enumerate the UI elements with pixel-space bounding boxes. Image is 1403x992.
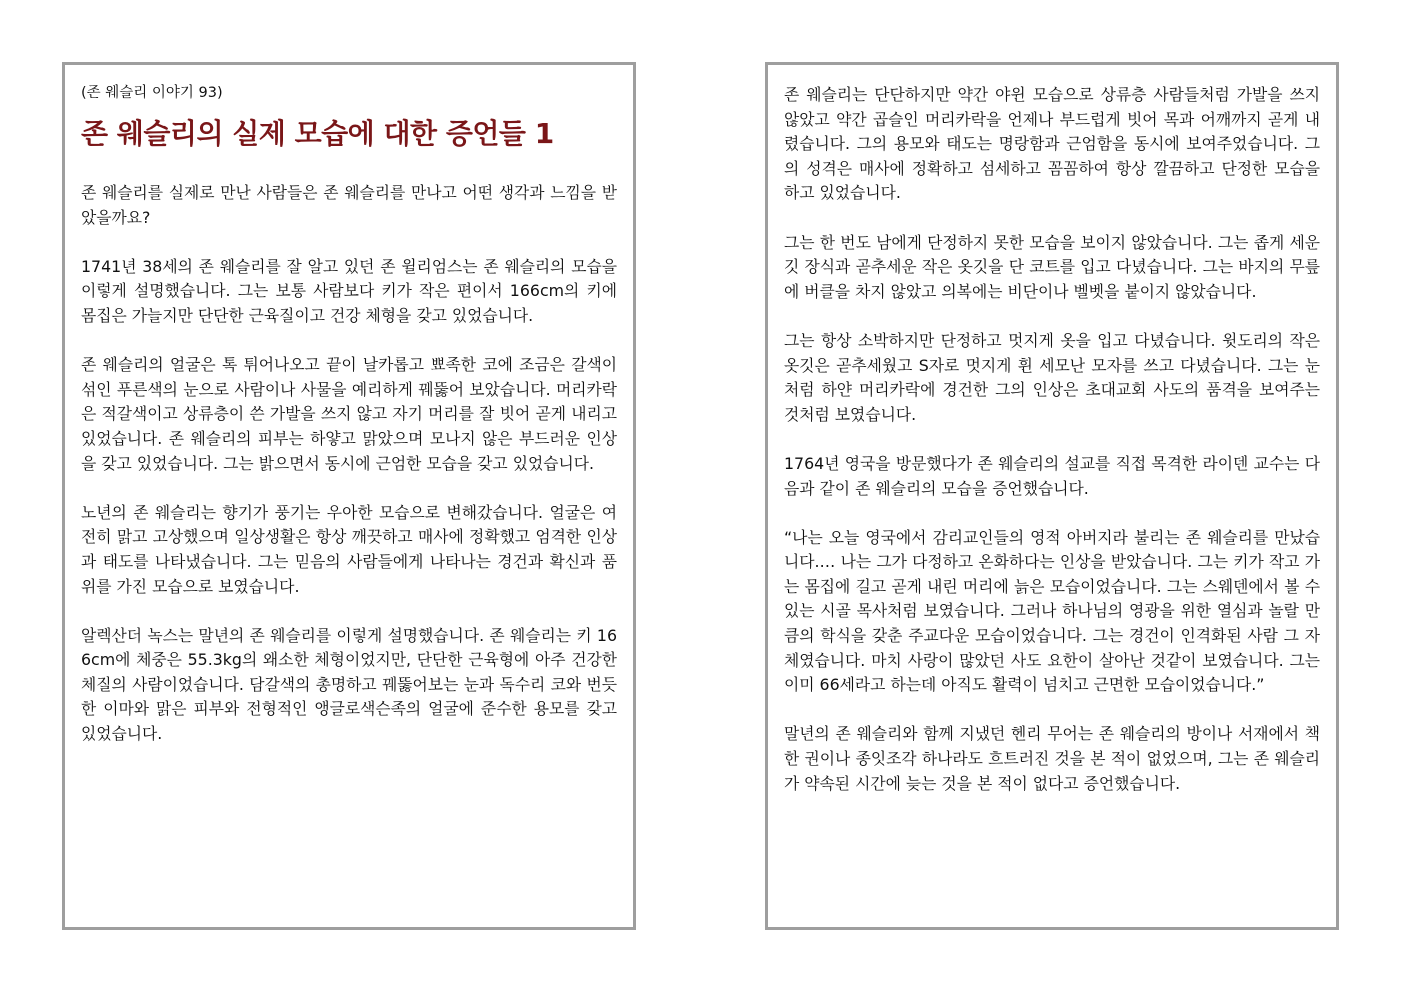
- paragraph: 그는 한 번도 남에게 단정하지 못한 모습을 보이지 않았습니다. 그는 좁게 세운 깃 장식과 곧추세운 작은 옷깃을 단 코트를 입고 다녔습니다. 그는 바지의 무릎에 버클을 차지 않았고 의복에는 비단이나 벨벳을 붙이지 않았습니다.: [784, 232, 1320, 301]
- quote-paragraph: “나는 오늘 영국에서 감리교인들의 영적 아버지라 불리는 존 웨슬리를 만났습니다.… 나는 그가 다정하고 온화하다는 인상을 받았습니다. 그는 키가 작고 가는 몸집에 길고 곧게 내린 머리에 늙은 모습이었습니다. 그는 스웨덴에서 볼 수 있는 시골 목사처럼 보였습니다. 그러나 하나님의 영광을 위한 열심과 놀랄 만큼의 학식을 갖춘 주교다운 모습이었습니다. 그는 경건이 인격화된 사람 그 자체였습니다. 마치 사랑이 많았던 사도 요한이 살아난 것같이 보였습니다. 그는 이미 66세라고 하는데 아직도 활력이 넘치고 근면한 모습이었습니다.”: [784, 527, 1320, 695]
- right-page: [765, 62, 1339, 930]
- paragraph: 1741년 38세의 존 웨슬리를 잘 알고 있던 존 윌리엄스는 존 웨슬리의 모습을 이렇게 설명했습니다. 그는 보통 사람보다 키가 작은 편이서 166cm의 키에 몸집은 가늘지만 단단한 근육질이고 건강 체형을 갖고 있었습니다.: [81, 256, 617, 325]
- paragraph: 존 웨슬리를 실제로 만난 사람들은 존 웨슬리를 만나고 어떤 생각과 느낌을 받았을까요?: [81, 183, 617, 227]
- series-label: (존 웨슬리 이야기 93): [81, 85, 223, 101]
- paragraph: 존 웨슬리는 단단하지만 약간 야윈 모습으로 상류층 사람들처럼 가발을 쓰지 않았고 약간 곱슬인 머리카락을 언제나 부드럽게 빗어 목과 어깨까지 곧게 내렸습니다. 그의 용모와 태도는 명랑함과 근엄함을 동시에 보여주었습니다. 그의 성격은 매사에 정확하고 섬세하고 꼼꼼하여 항상 깔끔하고 단정한 모습을 하고 있었습니다.: [784, 85, 1320, 203]
- paragraph: 알렉산더 녹스는 말년의 존 웨슬리를 이렇게 설명했습니다. 존 웨슬리는 키 166cm에 체중은 55.3kg의 왜소한 체형이었지만, 단단한 근육형에 아주 건강한 체질의 사람이었습니다. 담갈색의 총명하고 꿰뚫어보는 눈과 독수리 코와 번듯한 이마와 맑은 피부와 전형적인 앵글로색슨족의 얼굴에 준수한 용모를 갖고 있었습니다.: [81, 625, 617, 744]
- paragraph: 노년의 존 웨슬리는 향기가 풍기는 우아한 모습으로 변해갔습니다. 얼굴은 여전히 맑고 고상했으며 일상생활은 항상 깨끗하고 매사에 정확했고 엄격한 인상과 태도를 나타냈습니다. 그는 믿음의 사람들에게 나타나는 경건과 확신과 품위를 가진 모습으로 보였습니다.: [81, 502, 617, 596]
- page-title: 존 웨슬리의 실제 모습에 대한 증언들 1: [81, 117, 554, 150]
- left-page: [62, 62, 636, 930]
- paragraph: 존 웨슬리의 얼굴은 톡 튀어나오고 끝이 날카롭고 뾰족한 코에 조금은 갈색이 섞인 푸른색의 눈으로 사람이나 사물을 예리하게 꿰뚫어 보았습니다. 머리카락은 적갈색이고 상류층이 쓴 가발을 쓰지 않고 자기 머리를 잘 빗어 곧게 내리고 있었습니다. 존 웨슬리의 피부는 하얗고 맑았으며 모나지 않은 부드러운 인상을 갖고 있었습니다. 그는 밝으면서 동시에 근엄한 모습을 갖고 있었습니다.: [81, 355, 617, 473]
- paragraph: 1764년 영국을 방문했다가 존 웨슬리의 설교를 직접 목격한 라이덴 교수는 다음과 같이 존 웨슬리의 모습을 증언했습니다.: [784, 453, 1320, 498]
- paragraph: 말년의 존 웨슬리와 함께 지냈던 헨리 무어는 존 웨슬리의 방이나 서재에서 책 한 권이나 종잇조각 하나라도 흐트러진 것을 본 적이 없었으며, 그는 존 웨슬리가 약속된 시간에 늦는 것을 본 적이 없다고 증언했습니다.: [784, 724, 1320, 793]
- paragraph: 그는 항상 소박하지만 단정하고 멋지게 옷을 입고 다녔습니다. 윗도리의 작은 옷깃은 곧추세웠고 S자로 멋지게 휜 세모난 모자를 쓰고 다녔습니다. 그는 눈처럼 하얀 머리카락에 경건한 그의 인상은 초대교회 사도의 품격을 보여주는 것처럼 보였습니다.: [784, 330, 1320, 424]
